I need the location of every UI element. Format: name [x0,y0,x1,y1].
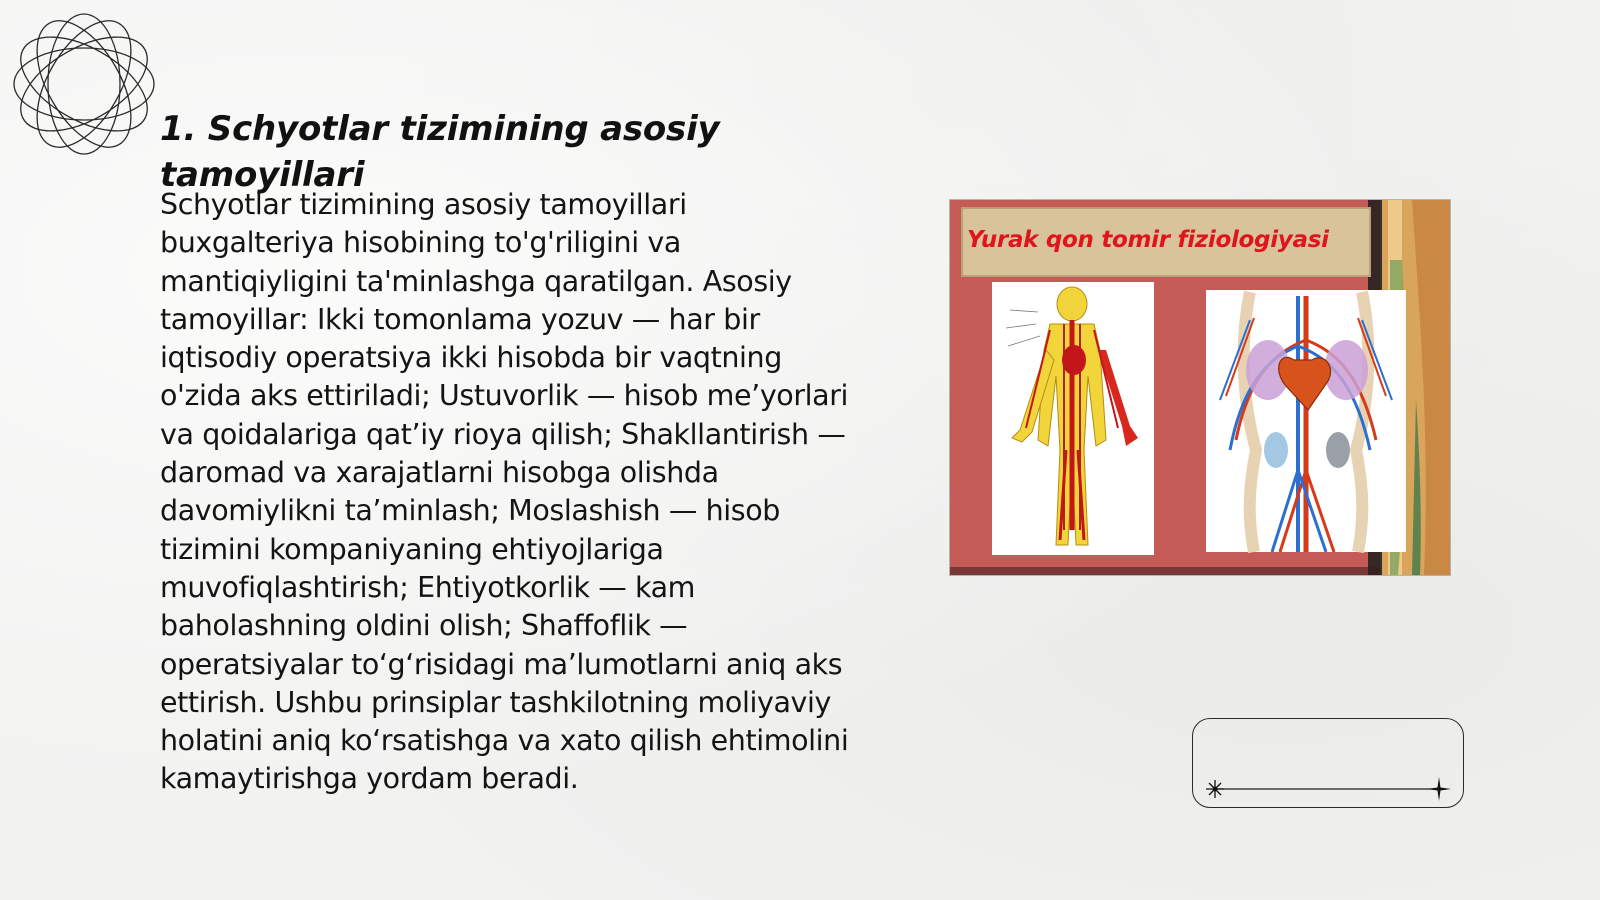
heart-vessels-torso-icon [1220,292,1392,552]
illustration-caption: Yurak qon tomir fiziologiyasi [967,227,1329,253]
slide-title: 1. Schyotlar tizimining asosiy tamoyillari [160,109,720,195]
illustration-artwork [950,200,1450,575]
cardiovascular-illustration [950,200,1450,575]
decorative-frame [1192,718,1464,808]
spirograph-rosette-icon [10,10,158,158]
slide-body-text: Schyotlar tizimining asosiy tamoyillari buxgalteriya hisobining to'g'riligini va mantiqiyligini ta'minlashga qaratilgan. Asosiy tamoyillar: Ikki tomonlama yozuv — har bir iqtisodiy operatsiya ikki hisobda bir vaqtning o'zida aks ettiriladi; Ustuvorlik — hisob me’yorlari va qoidalariga qat’iy rioya qilish; Shakllantirish — daromad va xarajatlarni hisobga olishda davomiylikni ta’minlash; Moslashish — hisob tizimini kompaniyaning ehtiyojlariga muvofiqlashtirish; Ehtiyotkorlik — kam baholashning oldini olish; Shaffoflik — operatsiyalar to‘g‘risidagi ma’lumotlarni aniq aks ettirish. Ushbu prinsiplar tashkilotning moliyaviy holatini aniq ko‘rsatishga va xato qilish ehtimolini kamaytirishga yordam beradi. [160,188,849,796]
sparkle-line-icon [1193,719,1465,809]
